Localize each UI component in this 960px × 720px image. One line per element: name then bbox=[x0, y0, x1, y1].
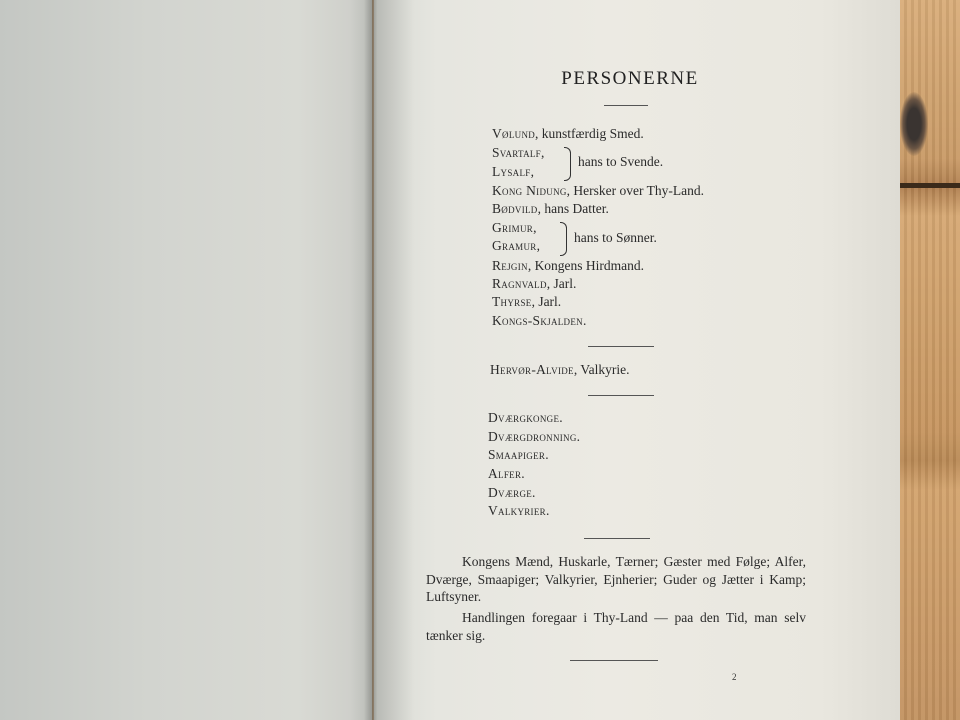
paragraph-setting: Handlingen foregaar i Thy-Land — paa den Tid, man selv tænker sig. bbox=[426, 610, 806, 643]
cast-line-thyrse: Thyrse, Jarl. bbox=[492, 294, 562, 309]
paragraph-extras: Kongens Mænd, Huskarle, Tærner; Gæster med Følge; Alfer, Dværge, Smaapiger; Valkyrier, Ejnherier; Guder og Jætter i Kamp; Luftsyner. bbox=[426, 554, 806, 604]
group-line-dvaerge: Dværge. bbox=[488, 485, 536, 500]
group-line-dvaergdronning: Dværgdronning. bbox=[488, 429, 581, 444]
brace-svende bbox=[564, 147, 571, 181]
page-title: PERSONERNE bbox=[561, 68, 699, 89]
page-number: 2 bbox=[732, 672, 737, 682]
section-rule-1 bbox=[588, 346, 654, 347]
cast-line-nidung: Kong Nidung, Hersker over Thy-Land. bbox=[492, 183, 704, 198]
cast-line-gramur: Gramur, bbox=[492, 238, 540, 253]
group-line-valkyrier: Valkyrier. bbox=[488, 503, 550, 518]
cast-line-bodvild: Bødvild, hans Datter. bbox=[492, 201, 609, 216]
cast-line-volund: Vølund, kunstfærdig Smed. bbox=[492, 126, 644, 141]
cast-line-ragnvald: Ragnvald, Jarl. bbox=[492, 276, 577, 291]
section-rule-2 bbox=[588, 395, 654, 396]
wood-knot bbox=[900, 92, 928, 156]
group-line-smaapiger: Smaapiger. bbox=[488, 447, 549, 462]
cast-line-rejgin: Rejgin, Kongens Hirdmand. bbox=[492, 258, 645, 273]
cast-line-svartalf: Svartalf, bbox=[492, 145, 545, 160]
cast-line-hervor: Hervør-Alvide, Valkyrie. bbox=[490, 362, 630, 377]
left-page-blank bbox=[0, 0, 372, 720]
brace-label-svende: hans to Svende. bbox=[578, 154, 664, 169]
group-line-alfer: Alfer. bbox=[488, 466, 525, 481]
brace-label-sonner: hans to Sønner. bbox=[574, 230, 657, 245]
table-board-gap bbox=[890, 183, 960, 188]
closing-rule bbox=[570, 660, 658, 661]
brace-sonner bbox=[560, 222, 567, 256]
right-page bbox=[374, 0, 900, 720]
title-rule bbox=[604, 105, 648, 106]
spine-shadow bbox=[374, 0, 414, 720]
group-line-dvaergkonge: Dværgkonge. bbox=[488, 410, 563, 425]
cast-line-lysalf: Lysalf, bbox=[492, 164, 534, 179]
section-rule-3 bbox=[584, 538, 650, 539]
cast-line-skjalden: Kongs-Skjalden. bbox=[492, 313, 587, 328]
page-gutter bbox=[364, 0, 378, 720]
cast-line-grimur: Grimur, bbox=[492, 220, 537, 235]
